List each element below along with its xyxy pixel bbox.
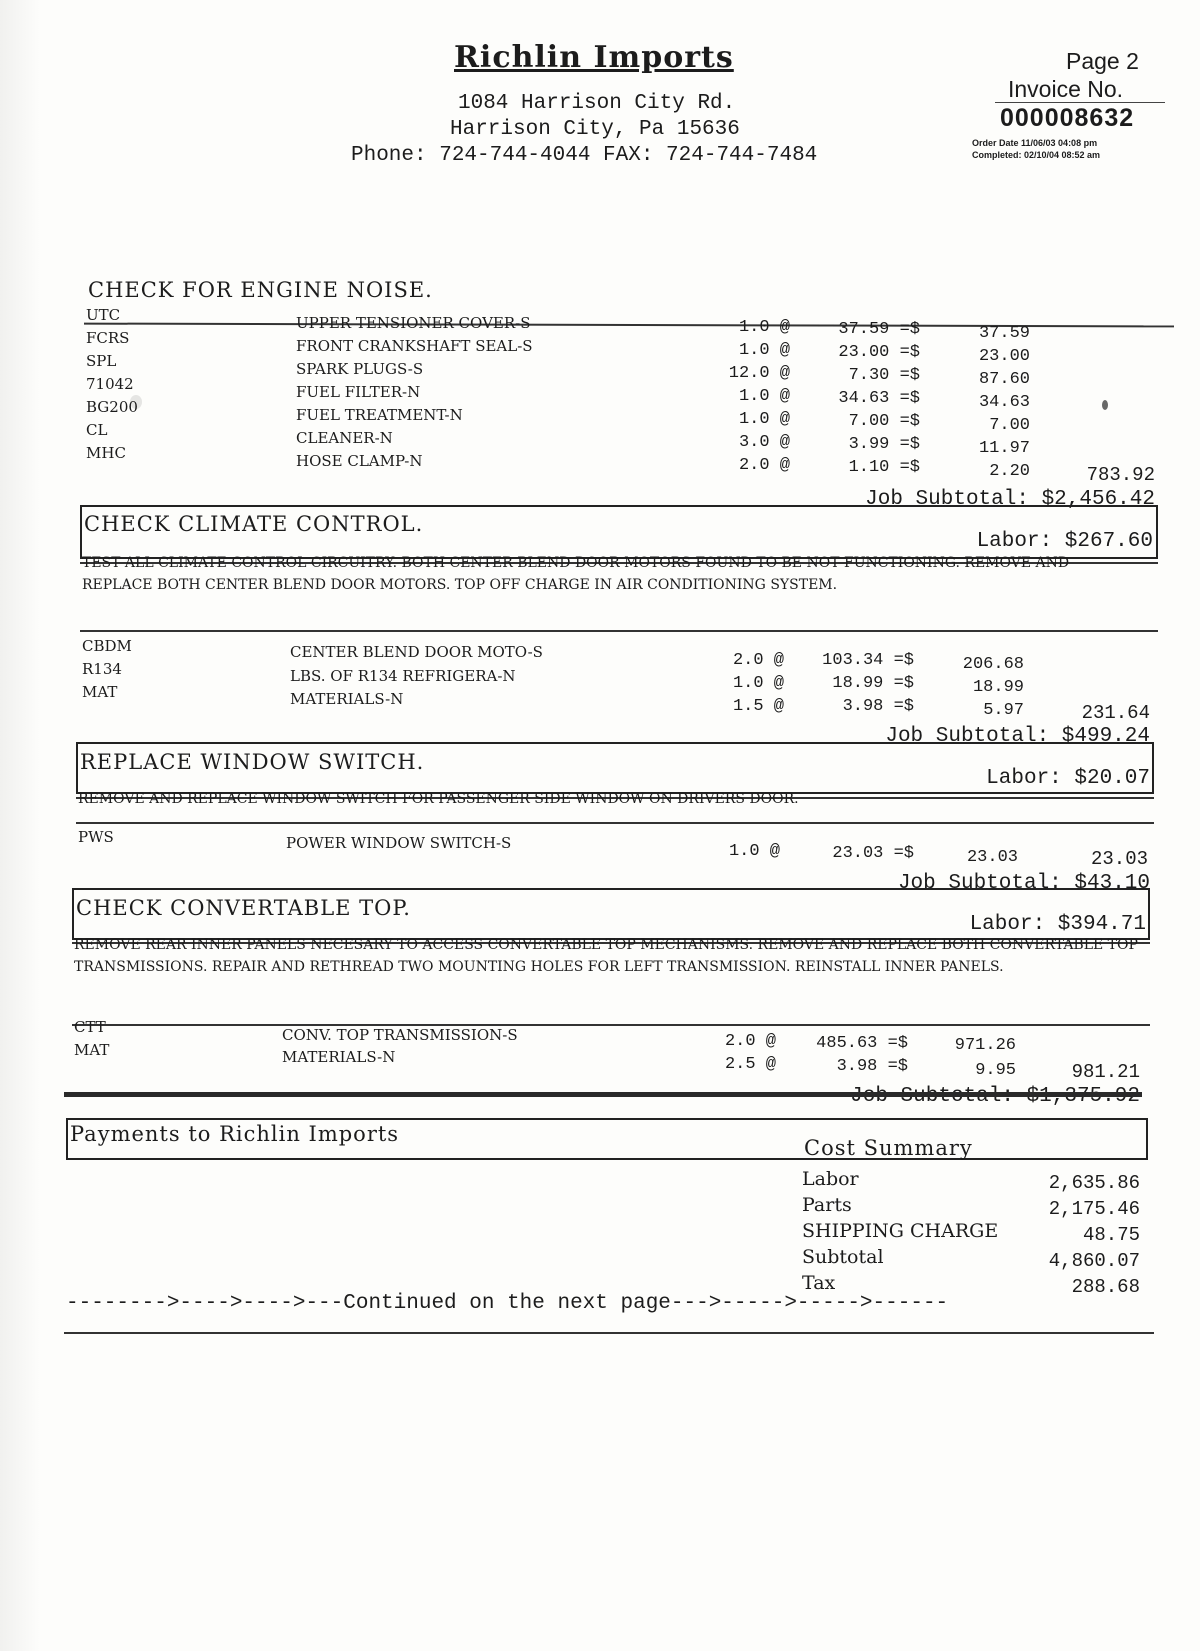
items-rule xyxy=(76,822,1154,824)
job-title: CHECK FOR ENGINE NOISE. xyxy=(88,278,433,302)
cost-value-shipping: 48.75 xyxy=(1082,1224,1140,1246)
item-quantity: 12.0 @ xyxy=(728,364,790,383)
continued-notice: -------->---->---->---Continued on the next page--->----->----->------ xyxy=(66,1292,949,1315)
cost-label-subtotal: Subtotal xyxy=(802,1246,884,1268)
item-code: FCRS xyxy=(86,329,130,347)
item-price: 18.99 =$ xyxy=(832,674,914,693)
item-code: CTT xyxy=(74,1018,106,1036)
item-quantity: 1.5 @ xyxy=(732,697,784,716)
item-extended: 87.60 xyxy=(978,370,1030,389)
item-code: CBDM xyxy=(82,637,132,655)
address-line-1: 1084 Harrison City Rd. xyxy=(458,92,736,115)
item-quantity: 2.0 @ xyxy=(732,651,784,670)
item-extended: 206.68 xyxy=(962,655,1024,674)
item-description: MATERIALS-N xyxy=(282,1048,396,1066)
item-code: MHC xyxy=(86,444,126,462)
item-price: 23.03 =$ xyxy=(832,844,914,863)
invoice-number: 000008632 xyxy=(1000,104,1135,132)
job-notes: TEST ALL CLIMATE CONTROL CIRCUITRY. BOTH CENTER BLEND DOOR MOTORS FOUND TO BE NOT FUNCTIONING. REMOVE AND REPLACE BOTH CENTER BLEND DOOR MOTORS. TOP OFF CHARGE IN AIR CONDITIONING SYSTEM. xyxy=(82,555,1070,593)
scan-edge-shadow xyxy=(0,0,40,1651)
item-price: 103.34 =$ xyxy=(822,651,914,670)
item-description: FRONT CRANKSHAFT SEAL-S xyxy=(296,337,533,355)
item-description: CENTER BLEND DOOR MOTO-S xyxy=(290,643,543,661)
item-quantity: 1.0 @ xyxy=(738,387,790,406)
item-extended: 9.95 xyxy=(975,1061,1016,1080)
parts-total: 783.92 xyxy=(1086,464,1155,486)
cost-value-labor: 2,635.86 xyxy=(1048,1172,1140,1194)
item-quantity: 2.0 @ xyxy=(738,456,790,475)
parts-total: 231.64 xyxy=(1081,702,1150,724)
job-title: CHECK CLIMATE CONTROL. xyxy=(84,512,424,536)
item-quantity: 3.0 @ xyxy=(738,433,790,452)
item-quantity: 1.0 @ xyxy=(728,842,780,861)
item-extended: 7.00 xyxy=(989,416,1030,435)
item-quantity: 1.0 @ xyxy=(738,410,790,429)
completed-date: Completed: 02/10/04 08:52 am xyxy=(972,150,1101,160)
item-price: 3.98 =$ xyxy=(842,697,914,716)
item-description: POWER WINDOW SWITCH-S xyxy=(286,834,512,852)
item-description: CLEANER-N xyxy=(296,429,393,447)
item-price: 7.00 =$ xyxy=(848,412,920,431)
company-name: Richlin Imports xyxy=(454,40,734,75)
item-description: FUEL TREATMENT-N xyxy=(296,406,463,424)
job-subtotal: Job Subtotal: $43.10 xyxy=(897,872,1150,895)
items-rule xyxy=(72,1024,1150,1026)
parts-total: 981.21 xyxy=(1071,1061,1140,1083)
item-code: MAT xyxy=(82,683,118,701)
item-quantity: 1.0 @ xyxy=(732,674,784,693)
item-extended: 971.26 xyxy=(954,1036,1016,1055)
job-notes: REMOVE AND REPLACE WINDOW SWITCH FOR PASSENGER SIDE WINDOW ON DRIVERS DOOR. xyxy=(78,791,799,807)
invoice-label-rule xyxy=(995,102,1165,103)
item-code: PWS xyxy=(78,828,114,846)
item-price: 37.59 =$ xyxy=(838,320,920,339)
labor-amount: Labor: $20.07 xyxy=(986,767,1150,790)
item-extended: 37.59 xyxy=(978,324,1030,343)
parts-total: 23.03 xyxy=(1090,848,1148,870)
address-line-2: Harrison City, Pa 15636 xyxy=(450,118,740,141)
job-subtotal: Job Subtotal: $499.24 xyxy=(885,725,1150,748)
order-date: Order Date 11/06/03 04:08 pm xyxy=(972,138,1098,148)
item-description: FUEL FILTER-N xyxy=(296,383,421,401)
item-description: CONV. TOP TRANSMISSION-S xyxy=(282,1026,518,1044)
item-extended: 5.97 xyxy=(983,701,1024,720)
item-quantity: 2.0 @ xyxy=(724,1032,776,1051)
item-code: R134 xyxy=(82,660,122,678)
labor-amount: Labor: $267.60 xyxy=(976,530,1153,553)
item-description: SPARK PLUGS-S xyxy=(296,360,424,378)
job-notes: REMOVE REAR INNER PANELS NECESARY TO ACCESS CONVERTABLE TOP MECHANISMS. REMOVE AND REPLACE BOTH CONVERTABLE TOP TRANSMISSIONS. REPAIR AND RETHREAD TWO MOUNTING HOLES FOR LEFT TRANSMISSION. REINSTALL INNER PANELS. xyxy=(74,937,1138,975)
item-description: MATERIALS-N xyxy=(290,690,404,708)
item-extended: 23.00 xyxy=(978,347,1030,366)
cost-label-labor: Labor xyxy=(802,1168,859,1190)
phone-fax: Phone: 724-744-4044 FAX: 724-744-7484 xyxy=(351,144,818,167)
item-price: 23.00 =$ xyxy=(838,343,920,362)
item-price: 485.63 =$ xyxy=(816,1034,908,1053)
item-extended: 34.63 xyxy=(978,393,1030,412)
item-quantity: 2.5 @ xyxy=(724,1055,776,1074)
cost-label-shipping: SHIPPING CHARGE xyxy=(802,1220,999,1242)
cost-value-parts: 2,175.46 xyxy=(1048,1198,1140,1220)
job-title: CHECK CONVERTABLE TOP. xyxy=(76,896,411,920)
item-price: 7.30 =$ xyxy=(848,366,920,385)
item-code: CL xyxy=(86,421,108,439)
cost-value-subtotal: 4,860.07 xyxy=(1048,1250,1140,1272)
item-description: UPPER TENSIONER COVER-S xyxy=(296,314,531,332)
item-price: 34.63 =$ xyxy=(838,389,920,408)
cost-summary-title: Cost Summary xyxy=(804,1136,973,1160)
item-quantity: 1.0 @ xyxy=(738,341,790,360)
cost-label-parts: Parts xyxy=(802,1194,852,1216)
page-number: Page 2 xyxy=(1066,48,1139,74)
invoice-label: Invoice No. xyxy=(1008,76,1124,102)
item-description: LBS. OF R134 REFRIGERA-N xyxy=(290,667,516,685)
cost-value-tax: 288.68 xyxy=(1071,1276,1140,1298)
section-divider xyxy=(64,1092,1142,1097)
item-code: 71042 xyxy=(86,375,134,393)
cost-label-tax: Tax xyxy=(802,1272,836,1294)
item-code: SPL xyxy=(86,352,117,370)
job-subtotal: Job Subtotal: $2,456.42 xyxy=(865,488,1155,511)
item-extended: 23.03 xyxy=(966,848,1018,867)
item-extended: 2.20 xyxy=(989,462,1030,481)
item-code: MAT xyxy=(74,1041,110,1059)
item-extended: 18.99 xyxy=(972,678,1024,697)
item-price: 3.98 =$ xyxy=(836,1057,908,1076)
labor-amount: Labor: $394.71 xyxy=(969,913,1146,936)
items-rule xyxy=(80,630,1158,632)
footer-rule xyxy=(64,1332,1154,1334)
item-code: UTC xyxy=(86,306,121,324)
item-price: 3.99 =$ xyxy=(848,435,920,454)
item-quantity: 1.0 @ xyxy=(738,318,790,337)
item-description: HOSE CLAMP-N xyxy=(296,452,423,470)
item-price: 1.10 =$ xyxy=(848,458,920,477)
payments-title: Payments to Richlin Imports xyxy=(70,1122,400,1146)
item-extended: 11.97 xyxy=(978,439,1030,458)
scan-speck xyxy=(1102,400,1108,410)
item-code: BG200 xyxy=(86,398,138,416)
job-title: REPLACE WINDOW SWITCH. xyxy=(80,750,425,774)
